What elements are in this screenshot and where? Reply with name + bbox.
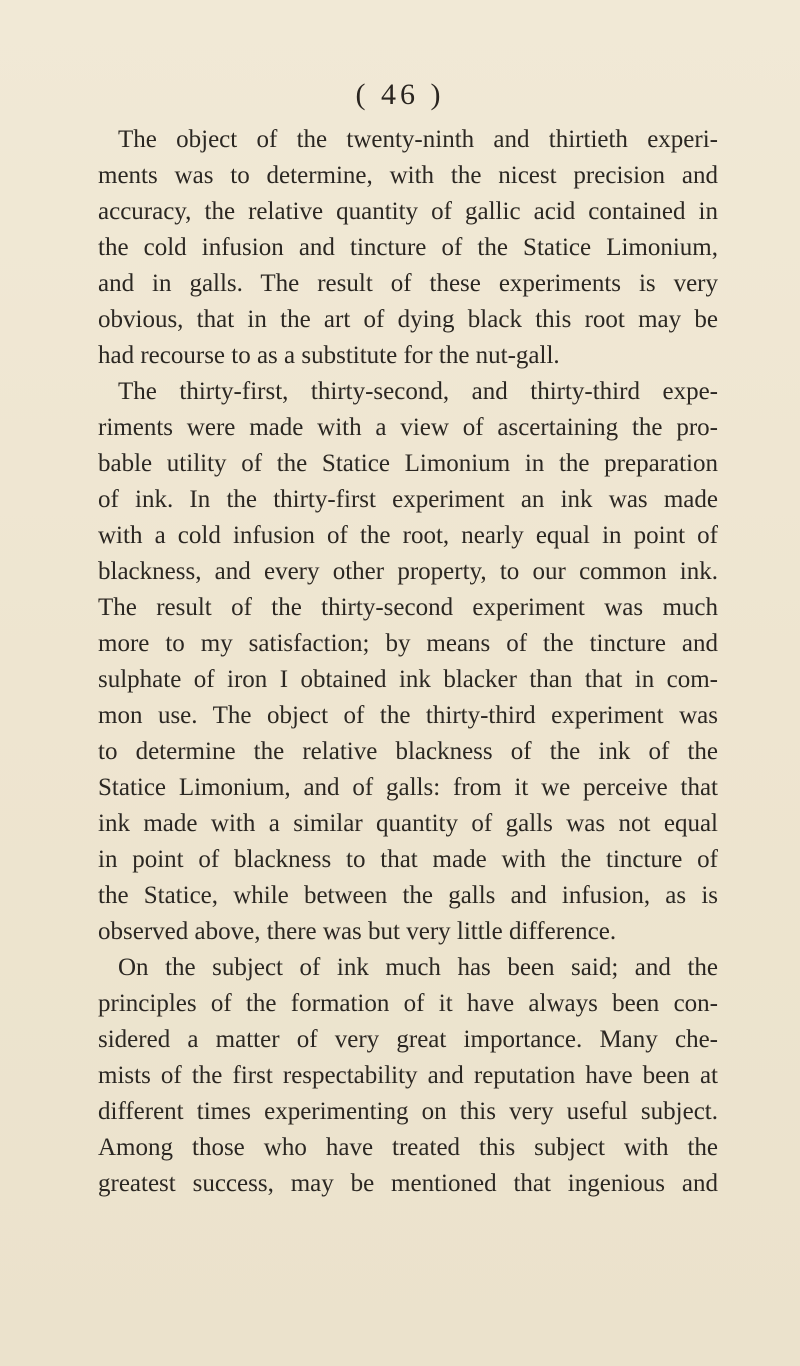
text-line: with a cold infusion of the root, nearly equal in point of	[98, 522, 718, 549]
text-line: The object of the twenty-ninth and thirtieth experi-	[118, 126, 718, 153]
text-line: obvious, that in the art of dying black this root may be	[98, 306, 718, 333]
body-text	[98, 122, 718, 1202]
text-line: principles of the formation of it have always been con-	[98, 990, 718, 1017]
text-line: had recourse to as a substitute for the nut-gall.	[98, 342, 560, 369]
text-line: sidered a matter of very great importance. Many che-	[98, 1026, 718, 1053]
text-line: ments was to determine, with the nicest precision and	[98, 162, 718, 189]
text-line: of ink. In the thirty-first experiment an ink was made	[98, 486, 718, 513]
text-line: to determine the relative blackness of the ink of the	[98, 738, 718, 765]
paragraph-1	[98, 122, 718, 374]
text-line: bable utility of the Statice Limonium in the preparation	[98, 450, 718, 477]
text-line: The thirty-first, thirty-second, and thirty-third expe-	[118, 378, 718, 405]
text-line: On the subject of ink much has been said; and the	[118, 954, 718, 981]
paragraph-2	[98, 374, 718, 950]
text-line: the cold infusion and tincture of the Statice Limonium,	[98, 234, 718, 261]
text-line: greatest success, may be mentioned that ingenious and	[98, 1170, 718, 1197]
text-line: The result of the thirty-second experiment was much	[98, 594, 718, 621]
text-line: the Statice, while between the galls and infusion, as is	[98, 882, 718, 909]
text-line: mon use. The object of the thirty-third experiment was	[98, 702, 718, 729]
text-line: riments were made with a view of ascertaining the pro-	[98, 414, 718, 441]
text-line: accuracy, the relative quantity of gallic acid contained in	[98, 198, 718, 225]
text-line: different times experimenting on this very useful subject.	[98, 1098, 718, 1125]
text-line: ink made with a similar quantity of galls was not equal	[98, 810, 718, 837]
text-line: sulphate of iron I obtained ink blacker than that in com-	[98, 666, 718, 693]
text-line: blackness, and every other property, to our common ink.	[98, 558, 718, 585]
text-line: and in galls. The result of these experiments is very	[98, 270, 718, 297]
page-number: ( 46 )	[355, 78, 445, 111]
text-line: mists of the first respectability and reputation have been at	[98, 1062, 718, 1089]
text-line: Among those who have treated this subject with the	[98, 1134, 718, 1161]
text-line: more to my satisfaction; by means of the tincture and	[98, 630, 718, 657]
text-line: Statice Limonium, and of galls: from it we perceive that	[98, 774, 718, 801]
text-line: observed above, there was but very little difference.	[98, 918, 617, 945]
paragraph-3	[98, 950, 718, 1202]
text-line: in point of blackness to that made with the tincture of	[98, 846, 718, 873]
